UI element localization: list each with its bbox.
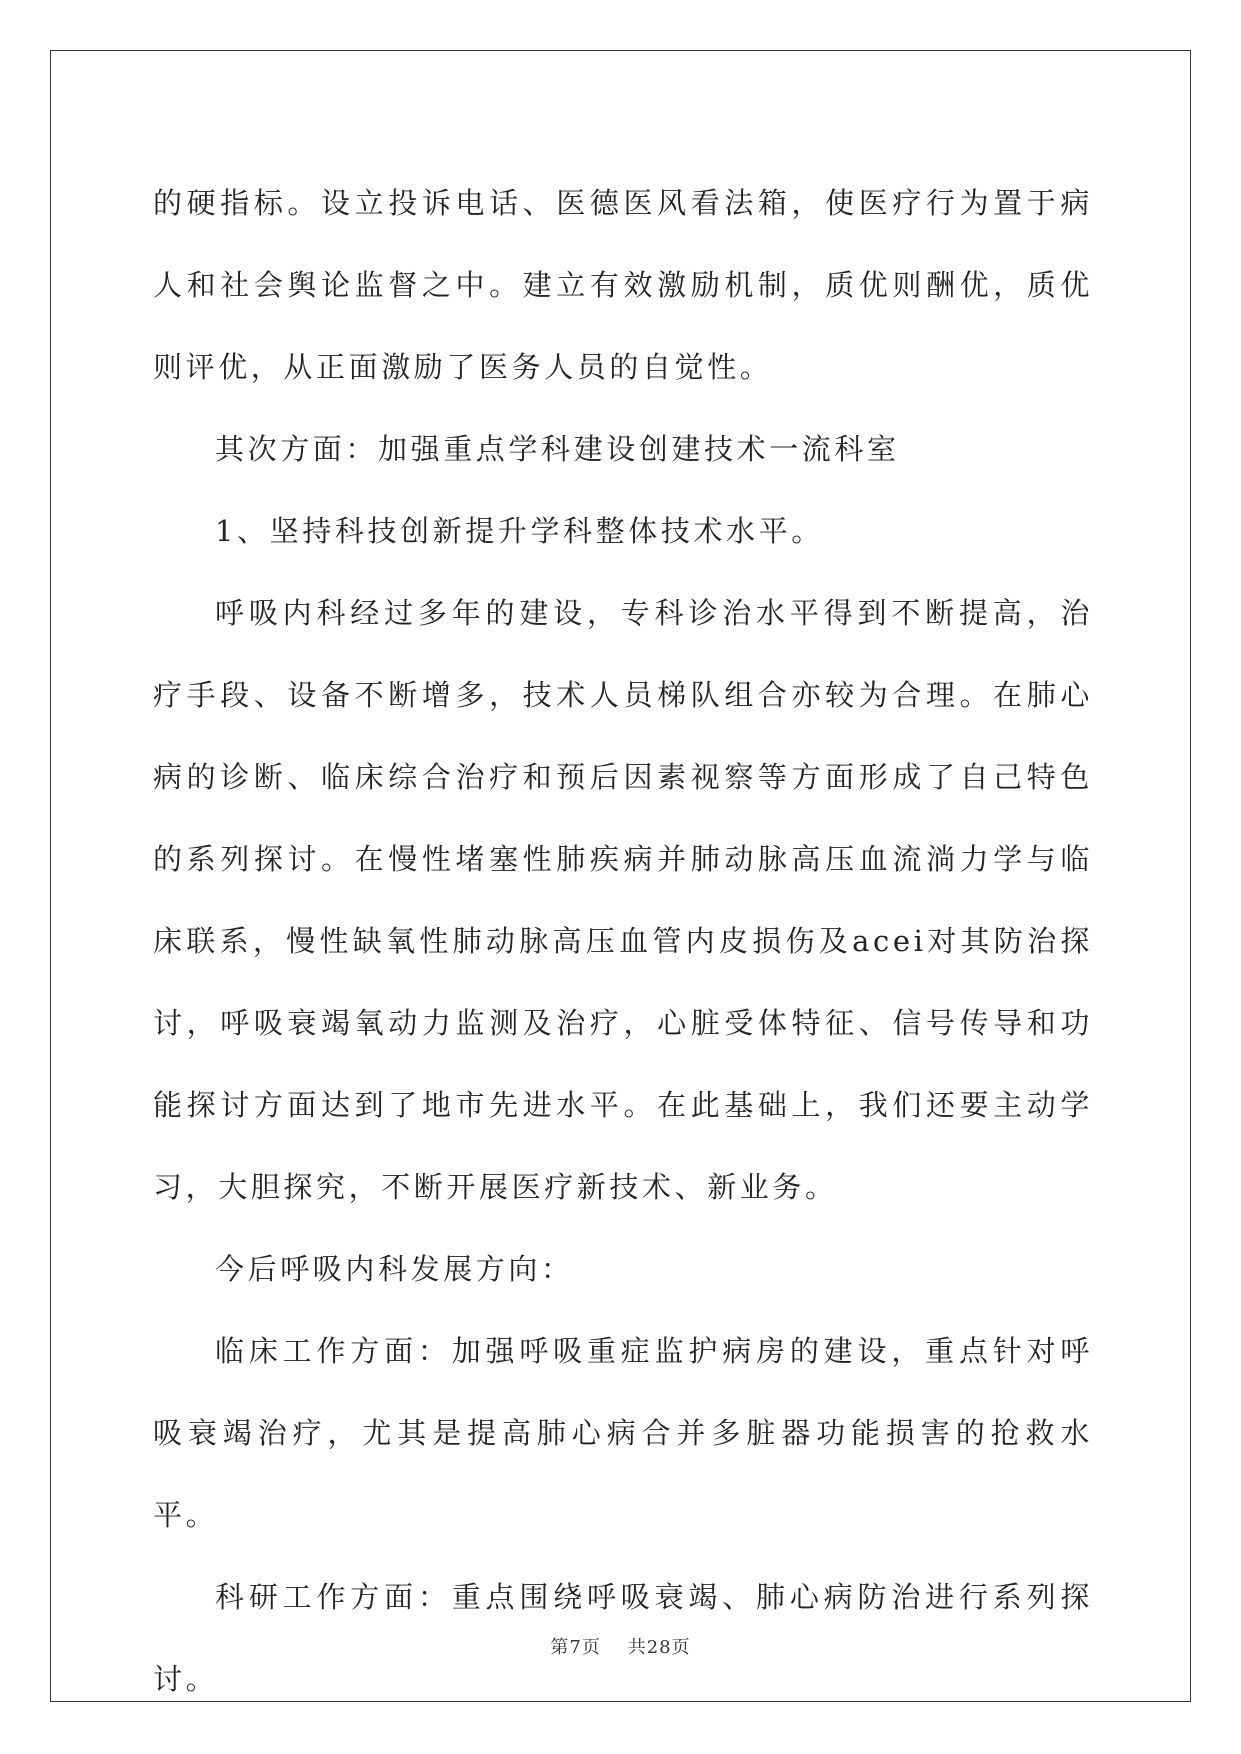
page-footer [0, 1633, 1241, 1659]
page-number: 第7页 [550, 1637, 601, 1658]
paragraph: 的硬指标。设立投诉电话、医德医风看法箱，使医疗行为置于病人和社会舆论监督之中。建立有效激励机制，质优则酬优，质优则评优，从正面激励了医务人员的自觉性。 [153, 186, 1093, 384]
paragraph: 科研工作方面：重点围绕呼吸衰竭、肺心病防治进行系列探讨。 [153, 1580, 1093, 1696]
paragraph: 其次方面：加强重点学科建设创建技术一流科室 [215, 432, 900, 466]
paragraph: 临床工作方面：加强呼吸重症监护病房的建设，重点针对呼吸衰竭治疗，尤其是提高肺心病合并多脏器功能损害的抢救水平。 [153, 1334, 1093, 1532]
paragraph: 今后呼吸内科发展方向： [215, 1252, 574, 1286]
paragraph: 呼吸内科经过多年的建设，专科诊治水平得到不断提高，治疗手段、设备不断增多，技术人员梯队组合亦较为合理。在肺心病的诊断、临床综合治疗和预后因素视察等方面形成了自己特色的系列探讨。在慢性堵塞性肺疾病并肺动脉高压血流淌力学与临床联系，慢性缺氧性肺动脉高压血管内皮损伤及acei对其防治探讨，呼吸衰竭氧动力监测及治疗，心脏受体特征、信号传导和功能探讨方面达到了地市先进水平。在此基础上，我们还要主动学习，大胆探究，不断开展医疗新技术、新业务。 [153, 596, 1093, 1204]
page-total: 共28页 [627, 1637, 691, 1658]
paragraph: 1、坚持科技创新提升学科整体技术水平。 [215, 514, 824, 548]
document-body [153, 162, 1093, 1720]
